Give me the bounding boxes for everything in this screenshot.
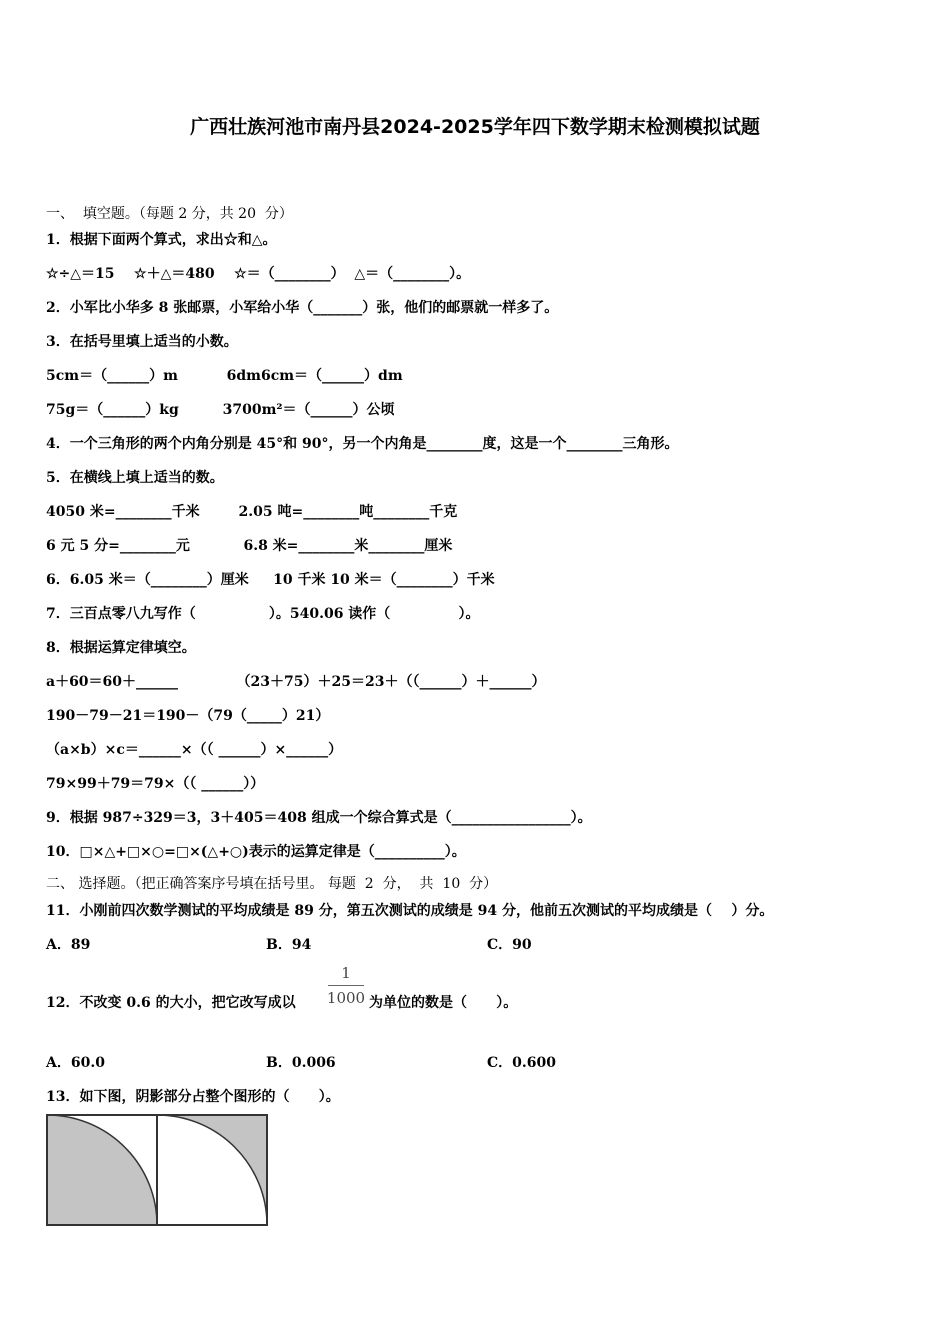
- question-5: 5．在横线上填上适当的数。: [46, 470, 224, 486]
- question-4: 4．一个三角形的两个内角分别是 45°和 90°，另一个内角是________度，这是一个________三角形。: [46, 436, 679, 452]
- q11-option-a: A．89: [46, 937, 91, 953]
- question-1-equations: ☆÷△＝15 ☆＋△＝480 ☆＝（________） △＝（________）。: [46, 266, 471, 282]
- question-1: 1．根据下面两个算式，求出☆和△。: [46, 232, 277, 248]
- section-1-heading: 一、 填空题。（每题 2 分，共 20 分）: [46, 206, 293, 222]
- section-2-heading: 二、 选择题。（把正确答案序号填在括号里。 每题 2 分， 共 10 分）: [46, 876, 498, 892]
- question-8-row-d: 79×99＋79＝79×（（ ______））: [46, 776, 265, 792]
- question-11: 11．小刚前四次数学测试的平均成绩是 89 分，第五次测试的成绩是 94 分，他前五次测试的平均成绩是（ ）分。: [46, 903, 774, 919]
- question-12-before: 12．不改变 0.6 的大小，把它改写成以: [46, 995, 296, 1011]
- fraction-bar: [328, 985, 364, 986]
- question-8-row-a: a＋60＝60＋______ （23＋75）＋25＝23＋（（______）＋______）: [46, 674, 546, 690]
- question-8: 8．根据运算定律填空。: [46, 640, 196, 656]
- question-3-row-a: 5cm＝（______）m 6dm6cm＝（______）dm: [46, 368, 403, 384]
- question-5-row-a: 4050 米=________千米 2.05 吨=________吨________千克: [46, 504, 458, 520]
- question-3-row-b: 75g＝（______）kg 3700m²＝（______）公顷: [46, 402, 395, 418]
- q11-option-b: B．94: [266, 937, 312, 953]
- question-8-row-c: （a×b）×c＝______×（（ ______）×______）: [46, 742, 343, 758]
- question-9: 9．根据 987÷329＝3，3＋405＝408 组成一个综合算式是（_________________）。: [46, 810, 592, 826]
- question-6: 6．6.05 米＝（________）厘米 10 千米 10 米＝（________）千米: [46, 572, 495, 588]
- page-title: 广西壮族河池市南丹县2024-2025学年四下数学期末检测模拟试题: [190, 116, 760, 138]
- question-5-row-b: 6 元 5 分=________元 6.8 米=________米________厘米: [46, 538, 453, 554]
- question-10: 10．□×△+□×○=□×(△+○)表示的运算定律是（__________）。: [46, 844, 466, 860]
- question-3: 3．在括号里填上适当的小数。: [46, 334, 238, 350]
- question-2: 2．小军比小华多 8 张邮票，小军给小华（_______）张，他们的邮票就一样多了。: [46, 300, 559, 316]
- question-13: 13．如下图，阴影部分占整个图形的（ ）。: [46, 1089, 340, 1105]
- fraction-denominator: 1000: [326, 989, 366, 1007]
- question-7: 7．三百点零八九写作（ ）。540.06 读作（ ）。: [46, 606, 480, 622]
- q12-option-b: B．0.006: [266, 1055, 336, 1071]
- q12-option-c: C．0.600: [487, 1055, 556, 1071]
- fraction-1-over-1000: [326, 962, 366, 1009]
- question-8-row-b: 190－79－21＝190－（79（_____）21）: [46, 708, 330, 724]
- shaded-quarter-circles-figure: [46, 1114, 270, 1228]
- q11-option-c: C．90: [487, 937, 532, 953]
- question-12-after: 为单位的数是（ ）。: [369, 995, 518, 1011]
- fraction-numerator: 1: [341, 964, 351, 982]
- q12-option-a: A．60.0: [46, 1055, 105, 1071]
